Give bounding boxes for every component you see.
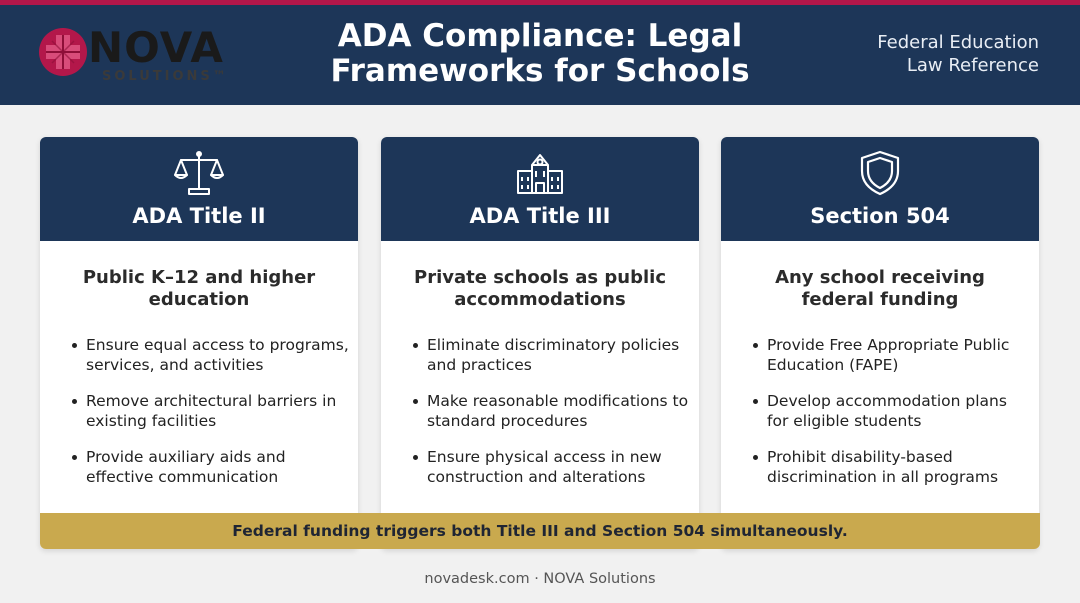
card-ada-title-ii <box>40 137 358 549</box>
funding-banner: Federal funding triggers both Title III and Section 504 simultaneously. <box>40 513 1040 549</box>
title-line-2: Frameworks for Schools <box>330 53 750 89</box>
list-item: Prohibit disability-based discrimination in all programs <box>751 447 1033 487</box>
card-subtitle: Private schools as public accommodations <box>414 267 666 310</box>
card-title: Section 504 <box>810 204 950 228</box>
list-item: Provide auxiliary aids and effective communication <box>70 447 352 487</box>
title-line-1: ADA Compliance: Legal <box>337 18 743 54</box>
logo-mark-icon <box>38 27 88 77</box>
card-header <box>721 137 1039 241</box>
card-title: ADA Title III <box>469 204 611 228</box>
nova-logo <box>38 23 258 89</box>
list-item: Eliminate discriminatory policies and practices <box>411 335 693 375</box>
reference-line-2: Law Reference <box>906 55 1039 76</box>
reference-line-1: Federal Education <box>877 32 1039 53</box>
footer-text: novadesk.com · NOVA Solutions <box>424 571 656 587</box>
card-section-504 <box>721 137 1039 549</box>
logo-wordmark: NOVA <box>88 23 224 72</box>
card-header <box>40 137 358 241</box>
card-title: ADA Title II <box>132 204 266 228</box>
school-building-icon <box>514 149 566 197</box>
logo-subtext: SOLUTIONS™ <box>102 69 229 84</box>
card-bullet-list <box>411 335 693 503</box>
card-bullet-list <box>751 335 1033 503</box>
card-subtitle: Any school receiving federal funding <box>775 267 985 310</box>
header-bar <box>0 5 1080 105</box>
list-item: Ensure physical access in new construction and alterations <box>411 447 693 487</box>
card-subtitle: Public K–12 and higher education <box>82 267 316 310</box>
card-bullet-list <box>70 335 352 503</box>
list-item: Ensure equal access to programs, services, and activities <box>70 335 352 375</box>
card-header <box>381 137 699 241</box>
list-item: Make reasonable modifications to standard procedures <box>411 391 693 431</box>
card-ada-title-iii <box>381 137 699 549</box>
list-item: Develop accommodation plans for eligible students <box>751 391 1033 431</box>
list-item: Provide Free Appropriate Public Education (FAPE) <box>751 335 1033 375</box>
scales-icon <box>173 149 225 197</box>
list-item: Remove architectural barriers in existing facilities <box>70 391 352 431</box>
page-title <box>290 19 790 89</box>
reference-label <box>799 31 1039 77</box>
shield-icon <box>854 149 906 197</box>
